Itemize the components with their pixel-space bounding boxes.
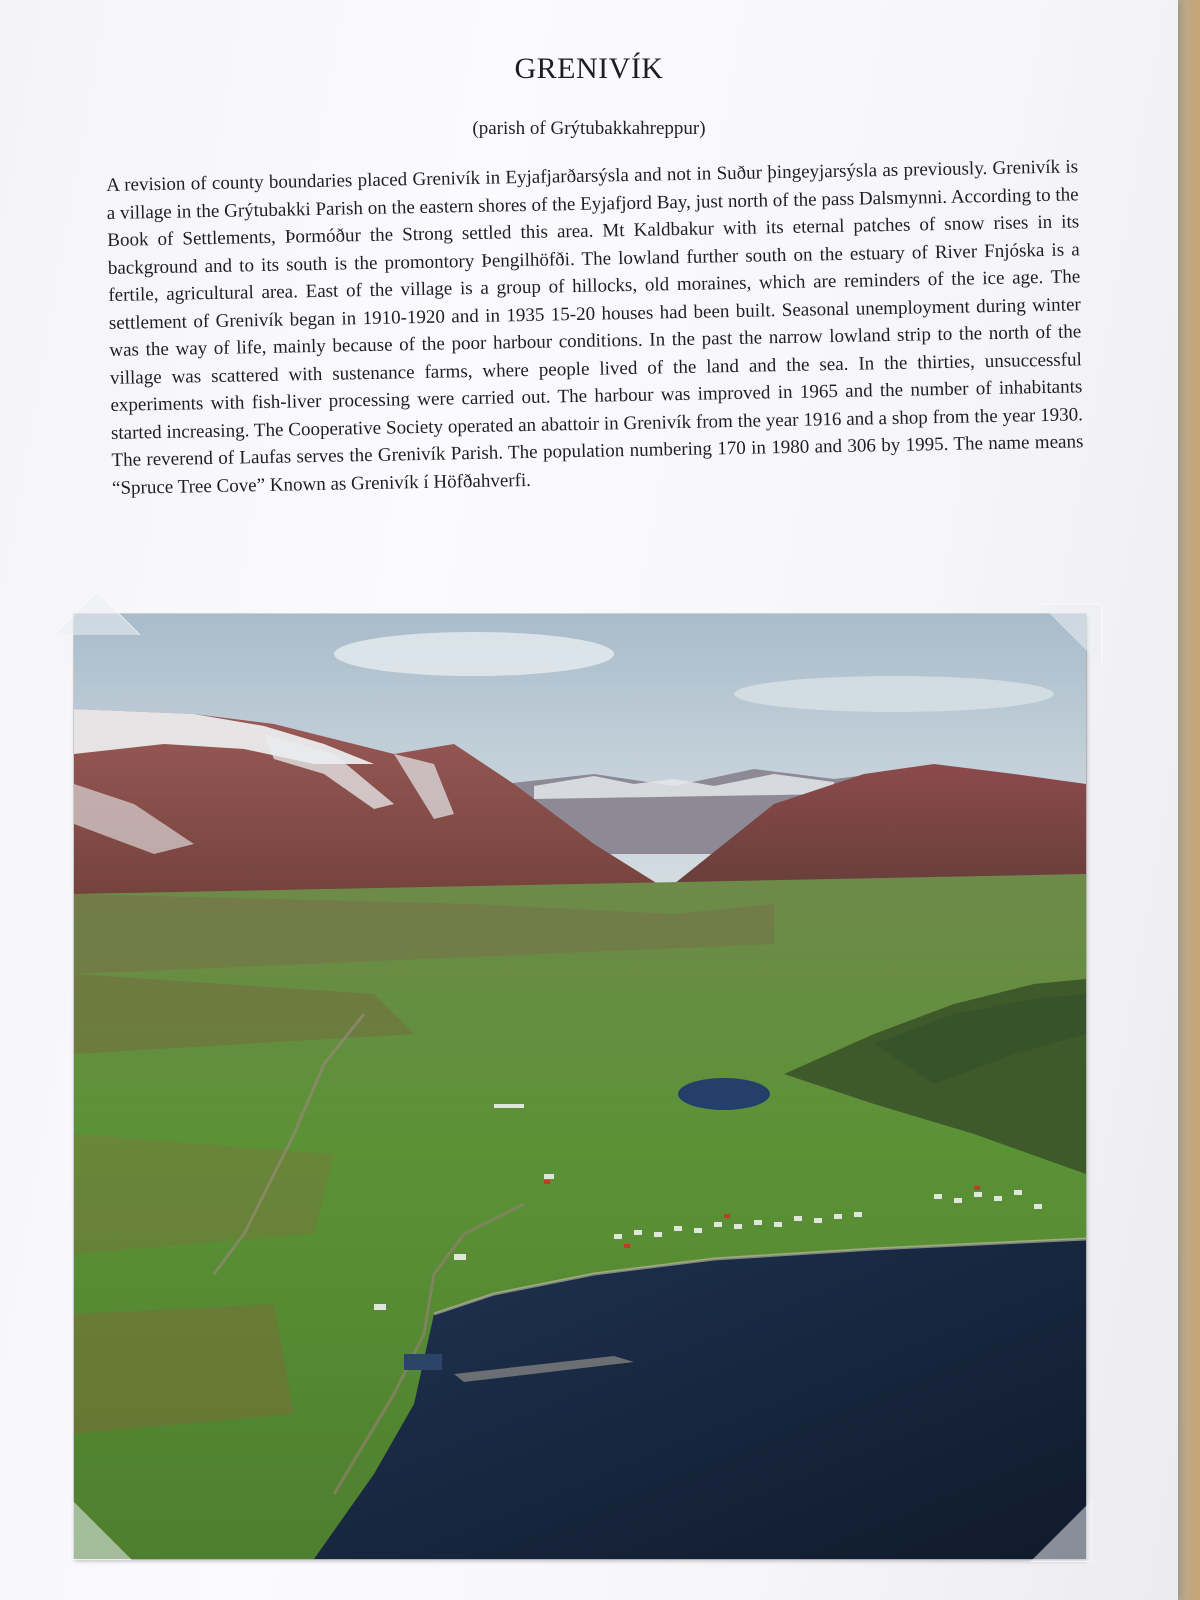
page-subtitle: (parish of Grýtubakkahreppur) <box>472 118 706 139</box>
aerial-photo-grenivik <box>74 614 1086 1559</box>
body-paragraph: A revision of county boundaries placed Grenivík in Eyjafjarðarsýsla and not in Suður þingeyjarsýsla as previously. Grenivík is a village in the Grýtubakki Parish on the eastern shores of the Eyjafjord Bay, just north of the pass Dalsmynni. According to the Book of Settlements, Þormóður the Strong settled this area. Mt Kaldbakur with its eternal patches of snow rises in its background and to its south is the promontory Þengilhöfði. The lowland further south on the estuary of River Fnjóska is a fertile, agricultural area. East of the village is a group of hillocks, old moraines, which are reminders of the ice age. The settlement of Grenivík began in 1910-1920 and in 1935 15-20 houses had been built. Seasonal unemployment during winter was the way of life, mainly because of the poor harbour conditions. In the past the narrow lowland strip to the north of the village was scattered with sustenance farms, where people lived of the land and the sea. In the thirties, unsuccessful experiments with fish-liver processing were carried out. The harbour was improved in 1965 and the number of inhabitants started increasing. The Cooperative Society operated an abattoir in Grenivík from the year 1916 and a shop from the year 1930. The reverend of Laufas serves the Grenivík Parish. The population numbering 170 in 1980 and 306 by 1995. The name means “Spruce Tree Cove” Known as Grenivík í Höfðahverfi. <box>106 156 1084 499</box>
page-title: GRENIVÍK <box>514 52 664 85</box>
